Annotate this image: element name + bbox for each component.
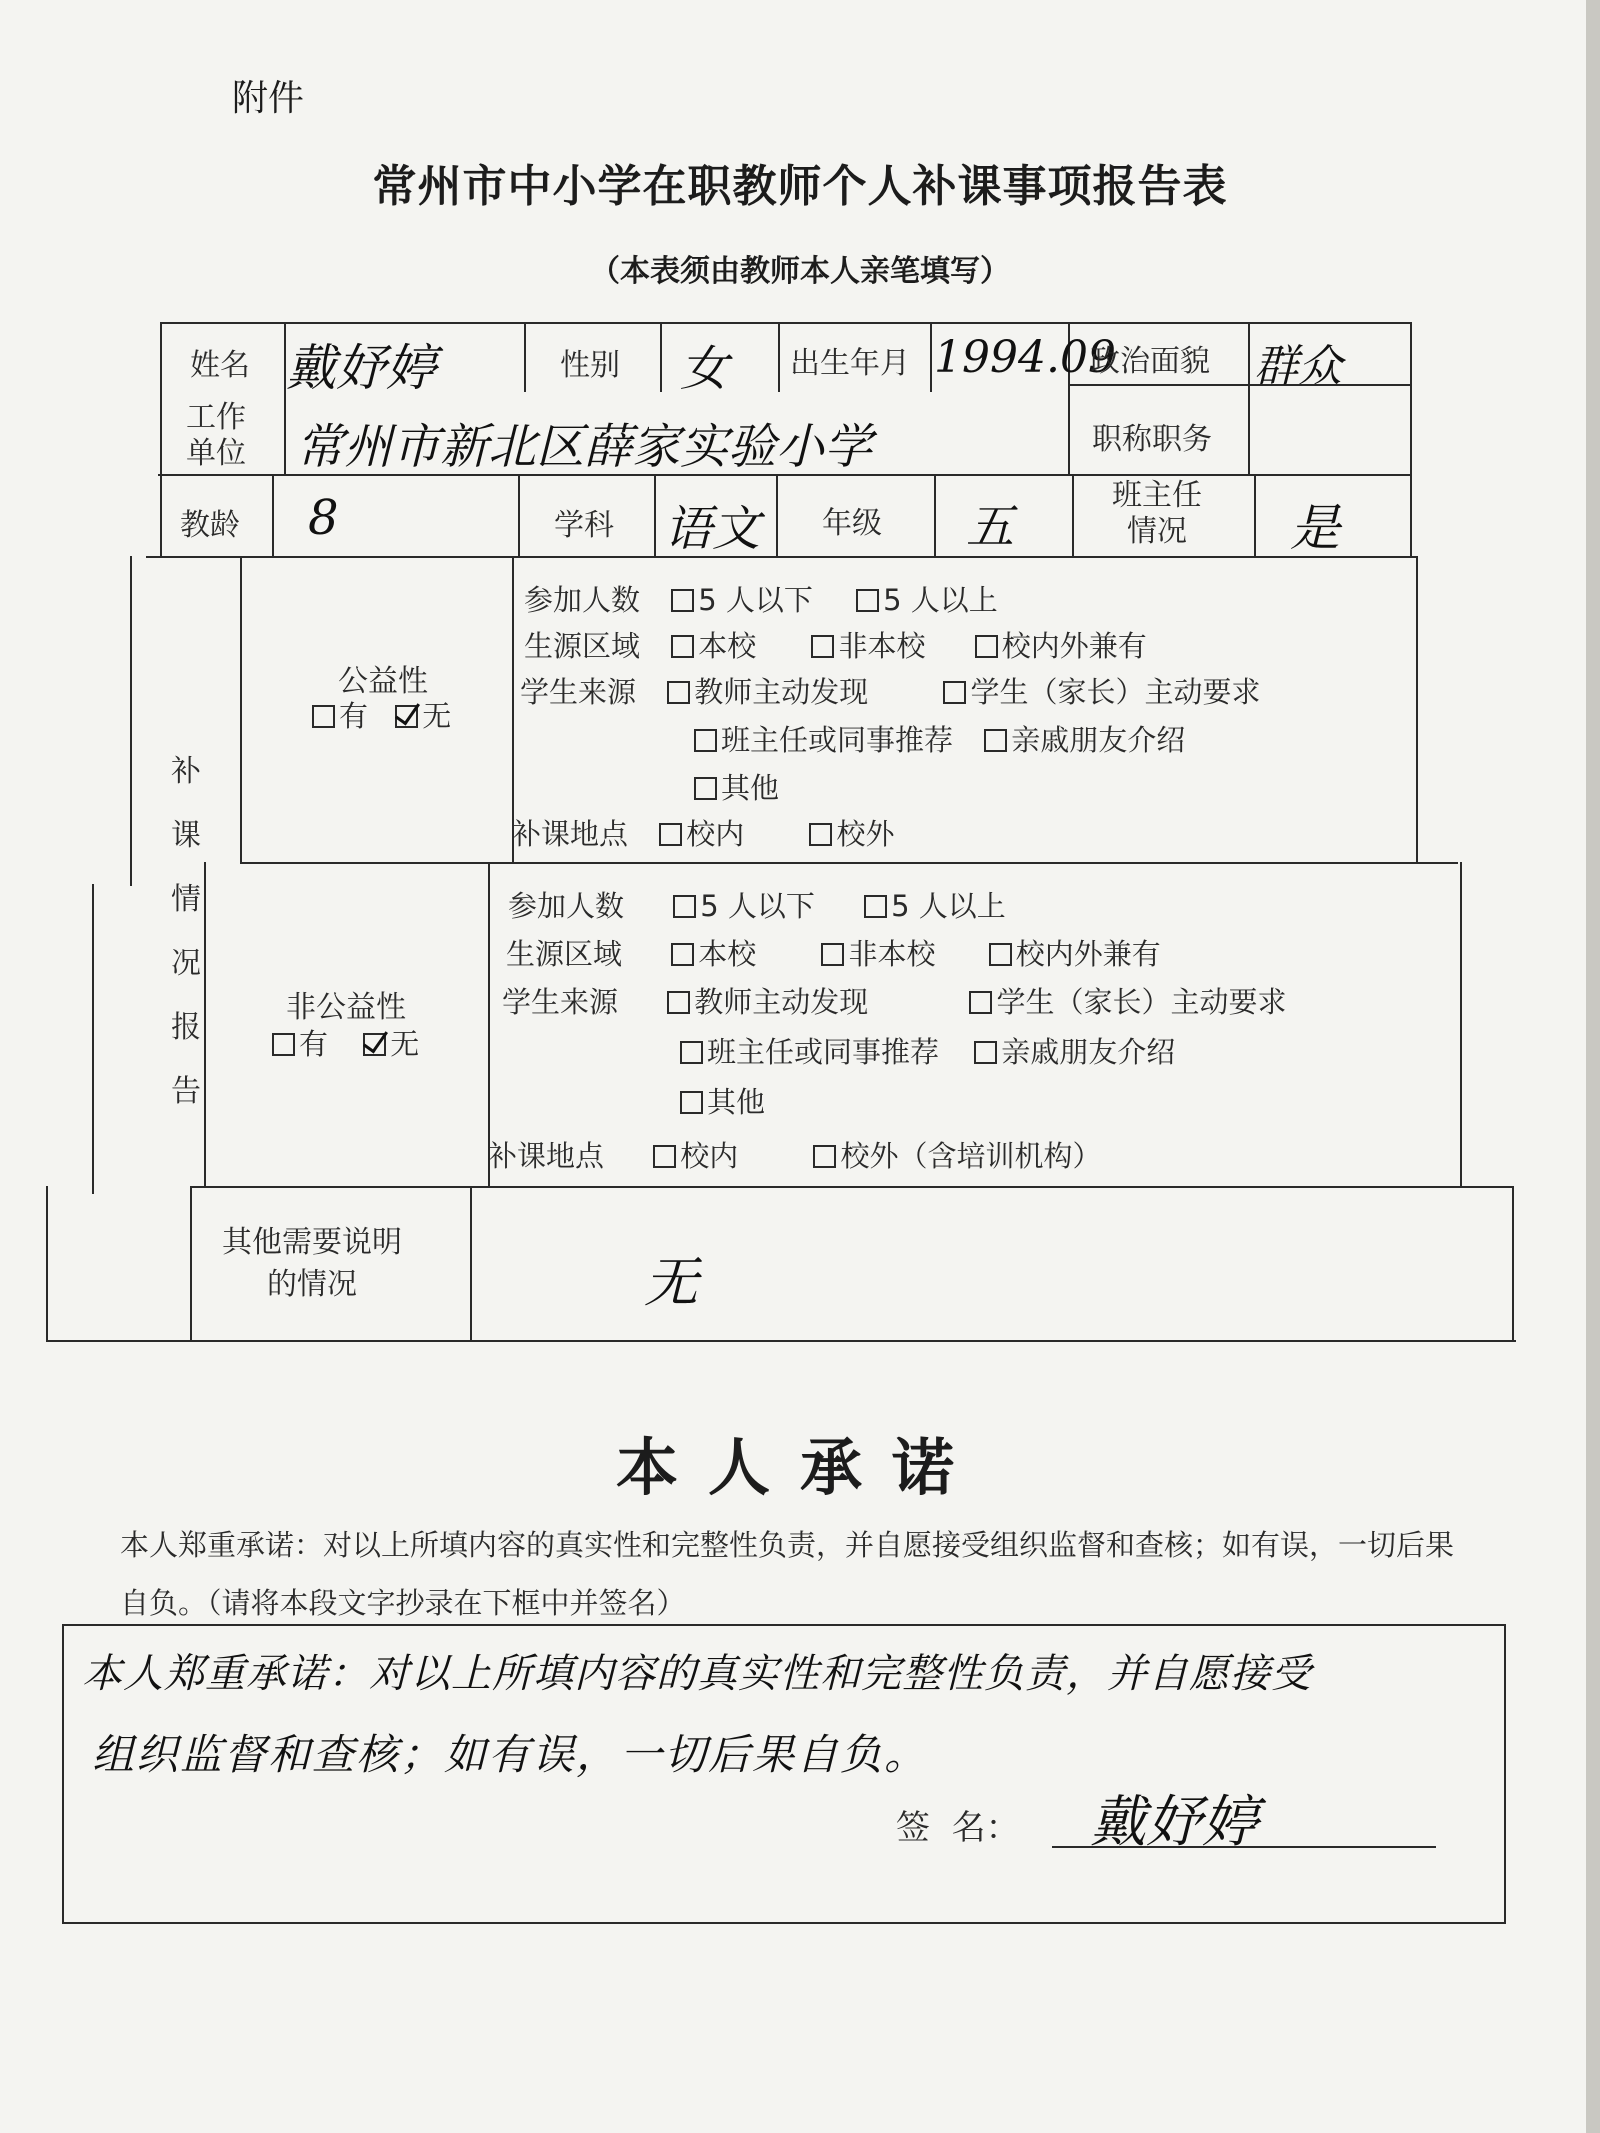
- political-label: 政治面貌: [1090, 344, 1210, 379]
- option-label: 5 人以下: [700, 889, 815, 923]
- checkbox[interactable]: [856, 589, 879, 612]
- nonpublic-place-row: [488, 1134, 1101, 1175]
- table-line: [46, 1186, 48, 1340]
- region-label: 生源区域: [506, 937, 623, 971]
- subject-label: 学科: [554, 508, 614, 543]
- public-source-row-2: [694, 718, 1185, 759]
- nonpublic-source-row: [502, 980, 1286, 1021]
- option-label: 班主任或同事推荐: [707, 1035, 940, 1069]
- political-value: 群众: [1254, 341, 1342, 392]
- table-line: [240, 556, 242, 862]
- unit-label-line-2: 单位: [186, 436, 246, 471]
- table-line: [1512, 1186, 1514, 1340]
- other-label-line-1: 其他需要说明: [222, 1225, 402, 1260]
- checkbox[interactable]: [969, 991, 992, 1014]
- table-line: [190, 1186, 1512, 1188]
- birth-label: 出生年月: [790, 346, 910, 381]
- public-yes-checkbox[interactable]: [312, 705, 335, 728]
- birth-value: 1994.09: [934, 332, 1116, 383]
- table-line: [778, 322, 780, 392]
- option-label: 校外（含培训机构）: [840, 1139, 1102, 1173]
- checkbox[interactable]: [821, 943, 844, 966]
- checkbox[interactable]: [667, 991, 690, 1014]
- head-teacher-label: [1112, 478, 1202, 550]
- form-title: 常州市中小学在职教师个人补课事项报告表: [372, 161, 1228, 212]
- form-subtitle: （本表须由教师本人亲笔填写）: [590, 254, 1010, 289]
- checkbox[interactable]: [694, 729, 717, 752]
- table-line: [1072, 474, 1074, 556]
- head-teacher-value: 是: [1290, 499, 1340, 557]
- option-label: 非本校: [848, 937, 936, 971]
- head-teacher-label-line-1: 班主任: [1112, 478, 1202, 513]
- table-line: [1248, 322, 1250, 474]
- option-label: 5 人以上: [883, 583, 998, 617]
- public-source-row-3: [694, 766, 779, 807]
- checkbox[interactable]: [975, 635, 998, 658]
- participants-label: 参加人数: [524, 583, 641, 617]
- name-label: 姓名: [190, 348, 250, 383]
- checkbox[interactable]: [813, 1145, 836, 1168]
- option-label: 学生（家长）主动要求: [996, 985, 1287, 1019]
- other-value: 无: [644, 1251, 698, 1314]
- nonpublic-no-label: 无: [390, 1027, 420, 1061]
- option-label: 其他: [721, 771, 780, 805]
- grade-label: 年级: [822, 506, 882, 541]
- table-line: [162, 322, 1410, 324]
- tutoring-side-label: [166, 740, 206, 1124]
- nonpublic-source-row-2: [680, 1030, 1175, 1071]
- checkbox[interactable]: [680, 1041, 703, 1064]
- table-line: [930, 322, 932, 392]
- table-line: [1254, 474, 1256, 556]
- teaching-age-value: 8: [308, 490, 339, 546]
- subject-value: 语文: [664, 501, 761, 557]
- table-line: [518, 474, 520, 556]
- page-edge: [1586, 0, 1600, 2133]
- promise-title: 本人承诺: [615, 1431, 984, 1504]
- public-region-row: [524, 624, 1147, 665]
- side-char: 况: [171, 946, 201, 981]
- option-label: 非本校: [838, 629, 926, 663]
- nonpublic-participants-row: [508, 884, 1006, 925]
- checkbox[interactable]: [811, 635, 834, 658]
- checkbox[interactable]: [974, 1041, 997, 1064]
- table-line: [934, 474, 936, 556]
- option-label: 本校: [698, 629, 757, 663]
- public-yes-no: [312, 694, 451, 735]
- nonpublic-no-checkbox[interactable]: [363, 1033, 386, 1056]
- table-line: [1460, 862, 1462, 1186]
- checkbox[interactable]: [694, 777, 717, 800]
- checkbox[interactable]: [984, 729, 1007, 752]
- public-yes-label: 有: [339, 699, 369, 733]
- table-line: [46, 1340, 1516, 1342]
- checkbox[interactable]: [667, 681, 690, 704]
- unit-label-line-1: 工作: [186, 400, 246, 435]
- side-char: 告: [171, 1074, 201, 1109]
- unit-label: [186, 400, 246, 472]
- side-char: 情: [171, 882, 201, 917]
- option-label: 亲戚朋友介绍: [1001, 1035, 1176, 1069]
- table-line: [654, 474, 656, 556]
- grade-value: 五: [966, 499, 1015, 555]
- handwritten-copy-line-1: 本人郑重承诺：对以上所填内容的真实性和完整性负责，并自愿接受: [82, 1651, 1312, 1697]
- table-line: [160, 322, 162, 556]
- table-line: [1068, 384, 1410, 386]
- table-line: [272, 474, 274, 556]
- side-char: 补: [171, 754, 201, 789]
- side-char: 报: [171, 1010, 201, 1045]
- table-line: [92, 884, 94, 1194]
- teaching-age-label: 教龄: [180, 508, 240, 543]
- checkbox[interactable]: [673, 895, 696, 918]
- checkbox[interactable]: [671, 635, 694, 658]
- option-label: 学生（家长）主动要求: [970, 675, 1261, 709]
- option-label: 班主任或同事推荐: [721, 723, 954, 757]
- nonpublic-yes-no: [272, 1022, 419, 1063]
- public-label: 公益性: [338, 664, 428, 699]
- public-place-row: [512, 812, 894, 853]
- table-line: [524, 322, 526, 392]
- checkbox[interactable]: [680, 1091, 703, 1114]
- place-label: 补课地点: [512, 817, 629, 851]
- option-label: 本校: [698, 937, 757, 971]
- table-line: [1416, 556, 1418, 862]
- option-label: 校内: [686, 817, 745, 851]
- job-title-label: 职称职务: [1092, 422, 1212, 457]
- public-participants-row: [524, 578, 998, 619]
- option-label: 教师主动发现: [694, 675, 869, 709]
- table-line: [240, 862, 1458, 864]
- source-label: 学生来源: [502, 985, 619, 1019]
- table-line: [1410, 322, 1412, 556]
- public-source-row: [520, 670, 1260, 711]
- option-label: 校外: [836, 817, 895, 851]
- checkbox[interactable]: [671, 943, 694, 966]
- other-label: [222, 1222, 402, 1306]
- table-line: [660, 322, 662, 392]
- promise-text: 本人郑重承诺：对以上所填内容的真实性和完整性负责，并自愿接受组织监督和查核；如有误，一切后果自负。（请将本段文字抄录在下框中并签名）: [120, 1528, 1455, 1620]
- table-line: [776, 474, 778, 556]
- option-label: 校内外兼有: [1015, 937, 1161, 971]
- other-label-line-2: 的情况: [267, 1267, 357, 1302]
- gender-label: 性别: [560, 348, 620, 383]
- checkbox[interactable]: [989, 943, 1012, 966]
- name-value: 戴妤婷: [286, 339, 436, 397]
- table-line: [146, 556, 1416, 558]
- nonpublic-yes-checkbox[interactable]: [272, 1033, 295, 1056]
- checkbox[interactable]: [659, 823, 682, 846]
- table-line: [130, 556, 132, 886]
- checkbox[interactable]: [809, 823, 832, 846]
- place-label: 补课地点: [488, 1139, 605, 1173]
- option-label: 教师主动发现: [694, 985, 869, 1019]
- option-label: 5 人以下: [698, 583, 813, 617]
- option-label: 5 人以上: [891, 889, 1006, 923]
- checkbox[interactable]: [864, 895, 887, 918]
- option-label: 亲戚朋友介绍: [1011, 723, 1186, 757]
- nonpublic-yes-label: 有: [299, 1027, 329, 1061]
- gender-value: 女: [680, 341, 729, 397]
- side-char: 课: [171, 818, 201, 853]
- option-label: 校内: [680, 1139, 739, 1173]
- nonpublic-label: 非公益性: [286, 990, 406, 1025]
- unit-value: 常州市新北区薛家实验小学: [296, 419, 873, 475]
- signature: 戴妤婷: [1090, 1790, 1258, 1855]
- option-label: 其他: [707, 1085, 766, 1119]
- checkbox[interactable]: [943, 681, 966, 704]
- head-teacher-label-line-2: 情况: [1127, 514, 1187, 549]
- handwritten-copy-line-2: 组织监督和查核；如有误，一切后果自负。: [92, 1730, 929, 1779]
- sign-label: 签 名：: [896, 1808, 1020, 1848]
- source-label: 学生来源: [520, 675, 637, 709]
- region-label: 生源区域: [524, 629, 641, 663]
- attachment-label: 附件: [232, 78, 305, 119]
- nonpublic-source-row-3: [680, 1080, 765, 1121]
- signature-line: [1052, 1846, 1436, 1848]
- nonpublic-region-row: [506, 932, 1161, 973]
- public-no-label: 无: [422, 699, 452, 733]
- checkbox[interactable]: [671, 589, 694, 612]
- table-line: [470, 1186, 472, 1340]
- table-line: [190, 1186, 192, 1340]
- public-no-checkbox[interactable]: [395, 705, 418, 728]
- checkbox[interactable]: [653, 1145, 676, 1168]
- option-label: 校内外兼有: [1001, 629, 1147, 663]
- participants-label: 参加人数: [508, 889, 625, 923]
